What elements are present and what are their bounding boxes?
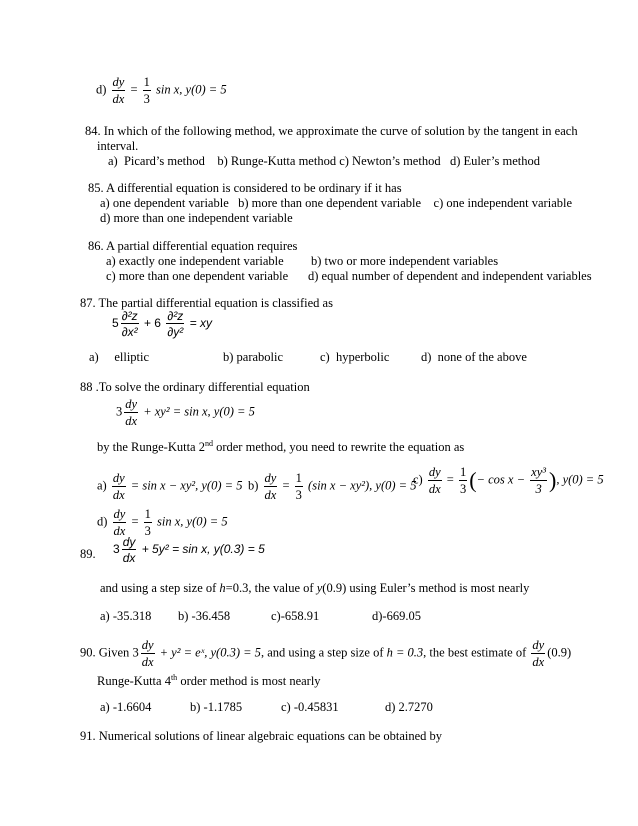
q89-option-b: b) -36.458 <box>178 609 231 623</box>
q91-stem: 91. Numerical solutions of linear algebraic equations can be obtained by <box>80 729 443 743</box>
q90-option-d: d) 2.7270 <box>385 700 433 714</box>
q88-option-a: a) $\frac{dy}{dx}$ = sin x − xy², y(0) = 5 <box>97 471 243 502</box>
q86-stem: 86. A partial differential equation requires <box>88 239 298 253</box>
q88-option-b: b) $\frac{dy}{dx}$ = $\frac{1}{3}$ (sin x − xy²), y(0) = 5 <box>248 471 417 502</box>
q86-option-a: a) exactly one independent variable <box>106 254 284 268</box>
q85-options-line2: d) more than one independent variable <box>100 211 293 225</box>
q89-option-c: c)-658.91 <box>271 609 320 623</box>
q90-option-c: c) -0.45831 <box>281 700 339 714</box>
derivative-fraction: $\frac{dy}{dx}$ <box>125 397 138 428</box>
coef-fraction: $\frac{1}{3}$ <box>143 75 150 106</box>
q86-option-b: b) two or more independent variables <box>311 254 499 268</box>
prev-option-d: d) $\frac{dy}{dx}$ = $\frac{1}{3}$ sin x, y(0) = 5 <box>96 75 227 106</box>
q85-stem: 85. A differential equation is considered to be ordinary if it has <box>88 181 402 195</box>
option-label: d) <box>96 82 107 97</box>
q85-options-line1: a) one dependent variable b) more than one dependent variable c) one independent variable <box>100 196 573 210</box>
q84-stem: 84. In which of the following method, we approximate the curve of solution by the tangent in each <box>85 124 578 138</box>
q90-line1: 90. Given 3 $\frac{dy}{dx}$ + y² = eˣ, y(0.3) = 5, and using a step size of h = 0.3, the best estimate of $\frac{dy}{dx}$ (0.9) <box>80 638 572 669</box>
pde-term2: $\frac{\text{∂²z}}{\text{∂y²}}$ <box>167 309 184 339</box>
q87-equation: 5 $\frac{\text{∂²z}}{\text{∂x²}}$ + 6 $\frac{\text{∂²z}}{\text{∂y²}}$ = xy <box>112 309 212 339</box>
pde-term1: $\frac{\text{∂²z}}{\text{∂x²}}$ <box>121 309 138 339</box>
q87-option-b: b) parabolic <box>223 350 284 364</box>
q84-options: a) Picard’s method b) Runge-Kutta method c) Newton’s method d) Euler’s method <box>108 154 540 168</box>
q88-option-c: c) $\frac{dy}{dx}$ = $\frac{1}{3}$ (− cos x − $\frac{\text{xy³}}{3}$ ), y(0) = 5 <box>413 465 604 496</box>
q89-equation: 3 $\frac{dy}{dx}$ + 5y² = sin x, y(0.3) = 5 <box>113 535 265 565</box>
q90-option-a: a) -1.6604 <box>100 700 152 714</box>
q86-option-c: c) more than one dependent variable <box>106 269 289 283</box>
q87-option-c: c) hyperbolic <box>320 350 390 364</box>
q88-rk-text: by the Runge-Kutta 2nd order method, you need to rewrite the equation as <box>97 439 465 455</box>
q90-option-b: b) -1.1785 <box>190 700 243 714</box>
q87-option-d: d) none of the above <box>421 350 527 364</box>
derivative-fraction: $\frac{dy}{dx}$ <box>112 75 125 106</box>
q88-stem: 88 .To solve the ordinary differential equation <box>80 380 310 394</box>
q90-line2: Runge-Kutta 4th order method is most nearly <box>97 673 321 689</box>
q89-option-d: d)-669.05 <box>372 609 421 623</box>
q88-equation: 3 $\frac{dy}{dx}$ + xy² = sin x, y(0) = 5 <box>116 397 255 428</box>
q89-option-a: a) -35.318 <box>100 609 152 623</box>
q87-option-a: a) elliptic <box>89 350 150 364</box>
q84-stem-cont: interval. <box>97 139 139 153</box>
q86-option-d: d) equal number of dependent and independent variables <box>308 269 592 283</box>
q89-number: 89. <box>80 547 96 561</box>
q87-stem: 87. The partial differential equation is classified as <box>80 296 333 310</box>
q88-option-d: d) $\frac{dy}{dx}$ = $\frac{1}{3}$ sin x, y(0) = 5 <box>97 507 228 538</box>
q89-text: and using a step size of h=0.3, the value of y(0.9) using Euler’s method is most nearly <box>100 581 530 595</box>
